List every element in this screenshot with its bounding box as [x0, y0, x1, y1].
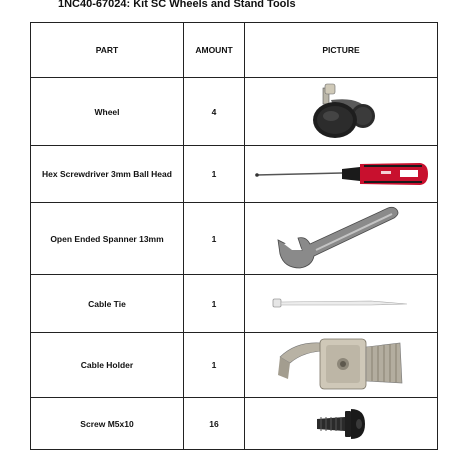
hex-screwdriver-icon [252, 159, 430, 189]
part-picture [245, 398, 438, 450]
table-row [31, 333, 438, 398]
part-picture [245, 146, 438, 203]
table-row [31, 78, 438, 146]
cable-holder-icon [276, 335, 406, 395]
table-row [31, 275, 438, 333]
part-picture [245, 78, 438, 146]
part-picture [245, 275, 438, 333]
part-amount: 1 [184, 275, 245, 333]
spanner-icon [276, 206, 406, 272]
document-title: 1NC40-67024: Kit SC Wheels and Stand Tools [58, 0, 296, 10]
part-name: Cable Holder [31, 333, 184, 398]
part-name: Open Ended Spanner 13mm [31, 203, 184, 275]
part-name: Screw M5x10 [31, 398, 184, 450]
table-header-row [31, 23, 438, 78]
part-name: Wheel [31, 78, 184, 146]
part-amount: 4 [184, 78, 245, 146]
header-amount: AMOUNT [184, 23, 245, 78]
screw-icon [311, 403, 371, 445]
table-row [31, 203, 438, 275]
part-amount: 16 [184, 398, 245, 450]
part-name: Cable Tie [31, 275, 184, 333]
part-name: Hex Screwdriver 3mm Ball Head [31, 146, 184, 203]
header-part: PART [31, 23, 184, 78]
cable-tie-icon [271, 294, 411, 314]
header-picture: PICTURE [245, 23, 438, 78]
part-picture [245, 333, 438, 398]
part-amount: 1 [184, 333, 245, 398]
part-amount: 1 [184, 203, 245, 275]
part-amount: 1 [184, 146, 245, 203]
table-row [31, 398, 438, 450]
table-row [31, 146, 438, 203]
part-picture [245, 203, 438, 275]
parts-table [30, 22, 438, 450]
caster-wheel-icon [301, 82, 381, 142]
